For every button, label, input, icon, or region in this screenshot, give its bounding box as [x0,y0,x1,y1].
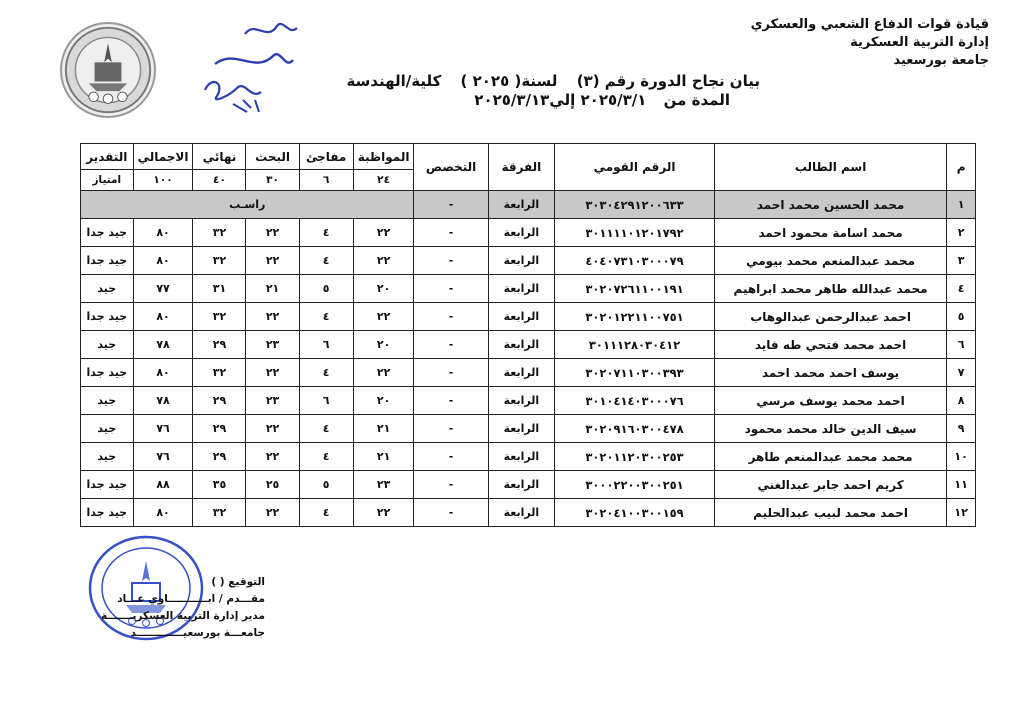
max-surprise: ٦ [299,170,353,191]
cell-attendance: ٢١ [353,443,414,471]
cell-grade: جيد جدا [81,247,134,275]
cell-total: ٨٠ [133,359,193,387]
cell-attendance: ٢٢ [353,219,414,247]
table-row [81,275,976,303]
cell-research: ٢٢ [246,443,299,471]
table-row [81,359,976,387]
cell-level: الرابعة [488,303,555,331]
failed-student-row [81,191,976,219]
cell-attendance: ٢٢ [353,499,414,527]
table-row [81,415,976,443]
cell-national-id: ٣٠٣٠٤٢٩١٢٠٠٦٣٣ [555,191,715,219]
max-total: ١٠٠ [133,170,193,191]
cell-index: ٧ [947,359,976,387]
signature-icon [185,12,305,117]
cell-national-id: ٣٠٢٠١٢٢١١٠٠٧٥١ [555,303,715,331]
period-value: ٢٠٢٥/٣/١ إلي٢٠٢٥/٣/١٣ [474,91,647,109]
header-name: اسم الطالب [714,144,946,191]
cell-national-id: ٣٠٢٠٧٢٦١١٠٠١٩١ [555,275,715,303]
signatory-position: مدير إدارة التربية العسكريـــــــة [100,610,265,622]
header-level: الفرقة [488,144,555,191]
cell-name: محمد عبدالله طاهر محمد ابراهيم [714,275,946,303]
student-rows [81,219,976,527]
cell-index: ٦ [947,331,976,359]
cell-name: احمد محمد يوسف مرسي [714,387,946,415]
cell-total: ٨٠ [133,247,193,275]
cell-level: الرابعة [488,219,555,247]
cell-surprise: ٤ [299,415,353,443]
cell-index: ١١ [947,471,976,499]
course-title: بيان نجاح الدورة رقم (٣) [576,72,760,90]
cell-surprise: ٥ [299,471,353,499]
cell-surprise: ٤ [299,303,353,331]
cell-specialization: - [414,387,488,415]
cell-specialization: - [414,219,488,247]
cell-total: ٨٠ [133,219,193,247]
cell-name: محمد محمد عبدالمنعم طاهر [714,443,946,471]
cell-specialization: - [414,359,488,387]
cell-final: ٣٢ [193,219,246,247]
cell-national-id: ٣٠١٠٤١٤٠٣٠٠٠٧٦ [555,387,715,415]
cell-attendance: ٢٣ [353,471,414,499]
faculty-name: كلية/الهندسة [346,72,442,90]
cell-national-id: ٣٠٢٠١١٢٠٣٠٠٢٥٣ [555,443,715,471]
cell-grade: جيد جدا [81,303,134,331]
cell-level: الرابعة [488,275,555,303]
cell-attendance: ٢٠ [353,331,414,359]
cell-total: ٧٦ [133,443,193,471]
cell-total: ٨٠ [133,303,193,331]
cell-final: ٣٥ [193,471,246,499]
results-table [80,143,976,527]
cell-research: ٢٢ [246,219,299,247]
cell-name: سيف الدين خالد محمد محمود [714,415,946,443]
course-year: لسنة( ٢٠٢٥ ) [460,72,558,90]
cell-grade: جيد [81,331,134,359]
cell-level: الرابعة [488,191,555,219]
handwritten-signature [185,12,305,117]
cell-final: ٢٩ [193,387,246,415]
table-row [81,471,976,499]
cell-total: ٧٦ [133,415,193,443]
cell-national-id: ٣٠٠٠٢٢٠٠٣٠٠٢٥١ [555,471,715,499]
cell-attendance: ٢٢ [353,303,414,331]
cell-name: احمد عبدالرحمن عبدالوهاب [714,303,946,331]
table-row [81,219,976,247]
cell-grade: جيد جدا [81,359,134,387]
document-title [340,72,760,110]
header-total: الاجمالي [133,144,193,170]
cell-specialization: - [414,443,488,471]
header-research: البحث [246,144,299,170]
cell-grade: جيد [81,443,134,471]
cell-level: الرابعة [488,359,555,387]
table-row [81,443,976,471]
header-national-id: الرقم القومي [555,144,715,191]
authority-line-3: جامعة بورسعيد [893,53,989,68]
cell-index: ١ [947,191,976,219]
cell-index: ٩ [947,415,976,443]
cell-research: ٢٣ [246,387,299,415]
cell-level: الرابعة [488,331,555,359]
cell-index: ٥ [947,303,976,331]
cell-national-id: ٣٠٢٠٧١١٠٣٠٠٣٩٣ [555,359,715,387]
cell-level: الرابعة [488,415,555,443]
cell-name: محمد اسامة محمود احمد [714,219,946,247]
cell-national-id: ٣٠٢٠٤١٠٠٣٠٠١٥٩ [555,499,715,527]
cell-research: ٢٥ [246,471,299,499]
authority-line-2: إدارة التربية العسكرية [850,35,989,50]
cell-surprise: ٤ [299,219,353,247]
cell-research: ٢٢ [246,303,299,331]
table-row [81,499,976,527]
cell-attendance: ٢٠ [353,387,414,415]
cell-specialization: - [414,275,488,303]
max-attendance: ٢٤ [353,170,414,191]
signature-block [60,574,265,642]
cell-level: الرابعة [488,247,555,275]
cell-specialization: - [414,303,488,331]
header-surprise: مفاجئ [299,144,353,170]
cell-name: احمد محمد لبيب عبدالحليم [714,499,946,527]
cell-level: الرابعة [488,471,555,499]
cell-grade: جيد جدا [81,471,134,499]
max-grade: امتياز [81,170,134,191]
cell-grade: جيد [81,387,134,415]
table-row [81,247,976,275]
cell-surprise: ٤ [299,247,353,275]
header-final: نهائي [193,144,246,170]
signatory-rank-name: مقـــدم / ابـــــــــــاوي عـــاد [117,593,265,605]
cell-name: محمد عبدالمنعم محمد بيومي [714,247,946,275]
cell-total: ٧٧ [133,275,193,303]
cell-index: ١٢ [947,499,976,527]
cell-national-id: ٣٠١١١٢٨٠٣٠٤١٢ [555,331,715,359]
cell-specialization: - [414,415,488,443]
issuing-authority [751,16,989,70]
cell-national-id: ٣٠٢٠٩١٦٠٣٠٠٤٧٨ [555,415,715,443]
cell-surprise: ٤ [299,359,353,387]
cell-specialization: - [414,499,488,527]
cell-total: ٧٨ [133,331,193,359]
table-header-row [81,144,976,170]
cell-level: الرابعة [488,387,555,415]
cell-name: محمد الحسين محمد احمد [714,191,946,219]
header-index: م [947,144,976,191]
signatory-university: جامعـــة بورسعيـــــــــــــد [130,627,265,639]
cell-index: ٣ [947,247,976,275]
cell-research: ٢٢ [246,247,299,275]
cell-attendance: ٢١ [353,415,414,443]
cell-name: احمد محمد فتحي طه فايد [714,331,946,359]
cell-index: ٨ [947,387,976,415]
period-label: المدة من [663,91,730,109]
header-grade: التقدير [81,144,134,170]
cell-attendance: ٢٠ [353,275,414,303]
table-row [81,387,976,415]
emblem-icon [62,24,154,116]
cell-index: ٤ [947,275,976,303]
emblem-logo [60,22,156,118]
max-final: ٤٠ [193,170,246,191]
authority-line-1: قيادة قوات الدفاع الشعبي والعسكري [750,17,989,32]
cell-final: ٣٢ [193,247,246,275]
cell-surprise: ٤ [299,443,353,471]
cell-attendance: ٢٢ [353,247,414,275]
cell-research: ٢٣ [246,331,299,359]
table-row [81,303,976,331]
cell-specialization: - [414,191,488,219]
cell-total: ٨٨ [133,471,193,499]
cell-failed-status: راسـب [81,191,414,219]
cell-level: الرابعة [488,499,555,527]
signature-label: التوقيع ( ) [211,576,265,588]
cell-attendance: ٢٢ [353,359,414,387]
cell-final: ٣٢ [193,359,246,387]
cell-grade: جيد [81,275,134,303]
cell-final: ٢٩ [193,415,246,443]
cell-specialization: - [414,247,488,275]
header-specialization: التخصص [414,144,488,191]
cell-index: ٢ [947,219,976,247]
cell-final: ٣١ [193,275,246,303]
cell-final: ٢٩ [193,443,246,471]
cell-name: كريم احمد جابر عبدالغني [714,471,946,499]
cell-grade: جيد جدا [81,219,134,247]
cell-final: ٢٩ [193,331,246,359]
cell-research: ٢٢ [246,415,299,443]
table-row [81,331,976,359]
cell-specialization: - [414,471,488,499]
cell-surprise: ٦ [299,387,353,415]
cell-total: ٨٠ [133,499,193,527]
cell-surprise: ٤ [299,499,353,527]
cell-final: ٣٢ [193,499,246,527]
cell-specialization: - [414,331,488,359]
cell-level: الرابعة [488,443,555,471]
cell-grade: جيد جدا [81,499,134,527]
cell-total: ٧٨ [133,387,193,415]
cell-grade: جيد [81,415,134,443]
cell-surprise: ٦ [299,331,353,359]
cell-final: ٣٢ [193,303,246,331]
cell-research: ٢١ [246,275,299,303]
cell-national-id: ٤٠٤٠٧٣١٠٣٠٠٠٧٩ [555,247,715,275]
cell-national-id: ٣٠١١١١٠١٢٠١٧٩٢ [555,219,715,247]
cell-index: ١٠ [947,443,976,471]
max-research: ٣٠ [246,170,299,191]
header-attendance: المواظبة [353,144,414,170]
cell-research: ٢٢ [246,499,299,527]
cell-research: ٢٢ [246,359,299,387]
cell-surprise: ٥ [299,275,353,303]
cell-name: يوسف احمد محمد احمد [714,359,946,387]
